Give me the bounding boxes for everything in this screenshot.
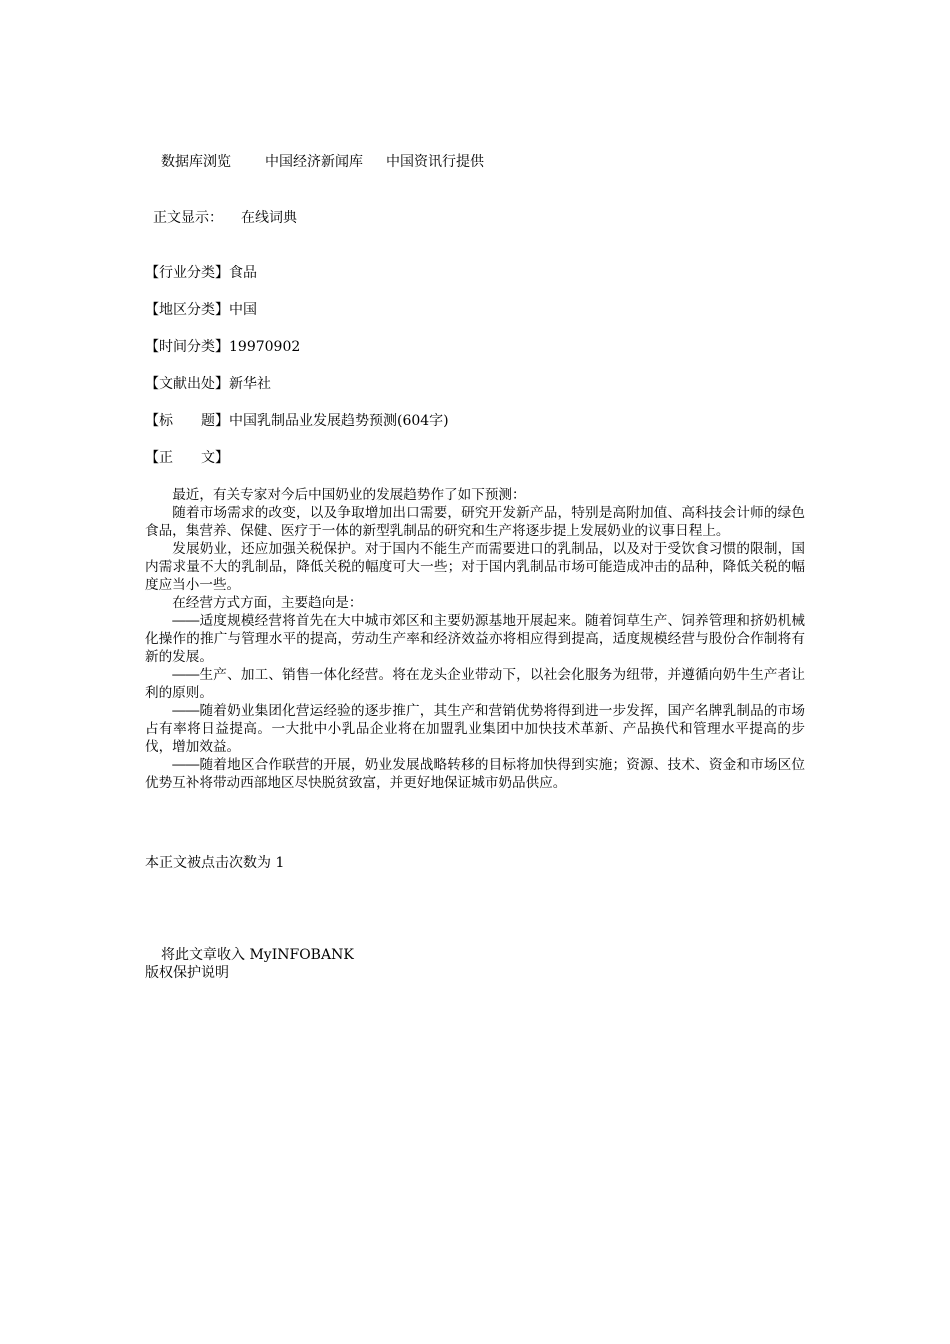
industry-value: 食品 [229, 265, 257, 281]
source-row [145, 375, 271, 393]
body-label: 【正 文】 [145, 450, 229, 466]
article-body [145, 486, 805, 792]
provider-text: 中国资讯行提供 [386, 154, 484, 170]
article-paragraph: 在经营方式方面，主要趋向是： [172, 595, 363, 611]
save-to-myinfobank-link[interactable]: 将此文章收入 MyINFOBANK [161, 947, 354, 963]
article-paragraph: ――随着地区合作联营的开展，奶业发展战略转移的目标将加快得到实施；资源、技术、资金和市场区位优势互补将带动西部地区尽快脱贫致富，并更好地保证城市奶品供应。 [145, 757, 805, 791]
article-paragraph: 发展奶业，还应加强关税保护。对于国内不能生产而需要进口的乳制品，以及对于受饮食习惯的限制，国内需求量不大的乳制品，降低关税的幅度可大一些；对于国内乳制品市场可能造成冲击的品种，降低关税的幅度应当小一些。 [145, 541, 805, 593]
source-value: 新华社 [229, 376, 271, 392]
industry-label: 【行业分类】 [145, 265, 229, 281]
click-count-text: 本正文被点击次数为 1 [145, 855, 285, 871]
region-value: 中国 [229, 302, 257, 318]
article-paragraph: ――适度规模经营将首先在大中城市郊区和主要奶源基地开展起来。随着饲草生产、饲养管理和挤奶机械化操作的推广与管理水平的提高，劳动生产率和经济效益亦将相应得到提高，适度规模经营与股份合作制将有新的发展。 [145, 613, 805, 665]
body-label-row [145, 449, 229, 467]
article-title: 中国乳制品业发展趋势预测(604字) [229, 413, 449, 429]
article-paragraph: ――随着奶业集团化营运经验的逐步推广，其生产和营销优势将得到进一步发挥，国产名牌乳制品的市场占有率将日益提高。一大批中小乳品企业将在加盟乳业集团中加快技术革新、产品换代和管理水平提高的步伐，增加效益。 [145, 703, 805, 755]
industry-row [145, 264, 257, 282]
article-paragraph: 最近，有关专家对今后中国奶业的发展趋势作了如下预测： [172, 487, 526, 503]
article-paragraph: 随着市场需求的改变，以及争取增加出口需要，研究开发新产品，特别是高附加值、高科技会计师的绿色食品，集营养、保健、医疗于一体的新型乳制品的研究和生产将逐步提上发展奶业的议事日程上。 [145, 505, 805, 539]
article-paragraph: ――生产、加工、销售一体化经营。将在龙头企业带动下，以社会化服务为纽带，并遵循向奶牛生产者让利的原则。 [145, 667, 805, 701]
copyright-notice-link[interactable]: 版权保护说明 [145, 965, 229, 981]
source-label: 【文献出处】 [145, 376, 229, 392]
time-value: 19970902 [229, 339, 301, 355]
region-label: 【地区分类】 [145, 302, 229, 318]
title-label: 【标 题】 [145, 413, 229, 429]
region-row [145, 301, 257, 319]
title-row [145, 412, 449, 430]
news-database-link[interactable]: 中国经济新闻库 [265, 154, 363, 170]
display-label: 正文显示： [153, 210, 223, 226]
online-dictionary-link[interactable]: 在线词典 [241, 210, 297, 226]
database-browse-link[interactable]: 数据库浏览 [161, 154, 231, 170]
time-row [145, 338, 300, 356]
time-label: 【时间分类】 [145, 339, 229, 355]
